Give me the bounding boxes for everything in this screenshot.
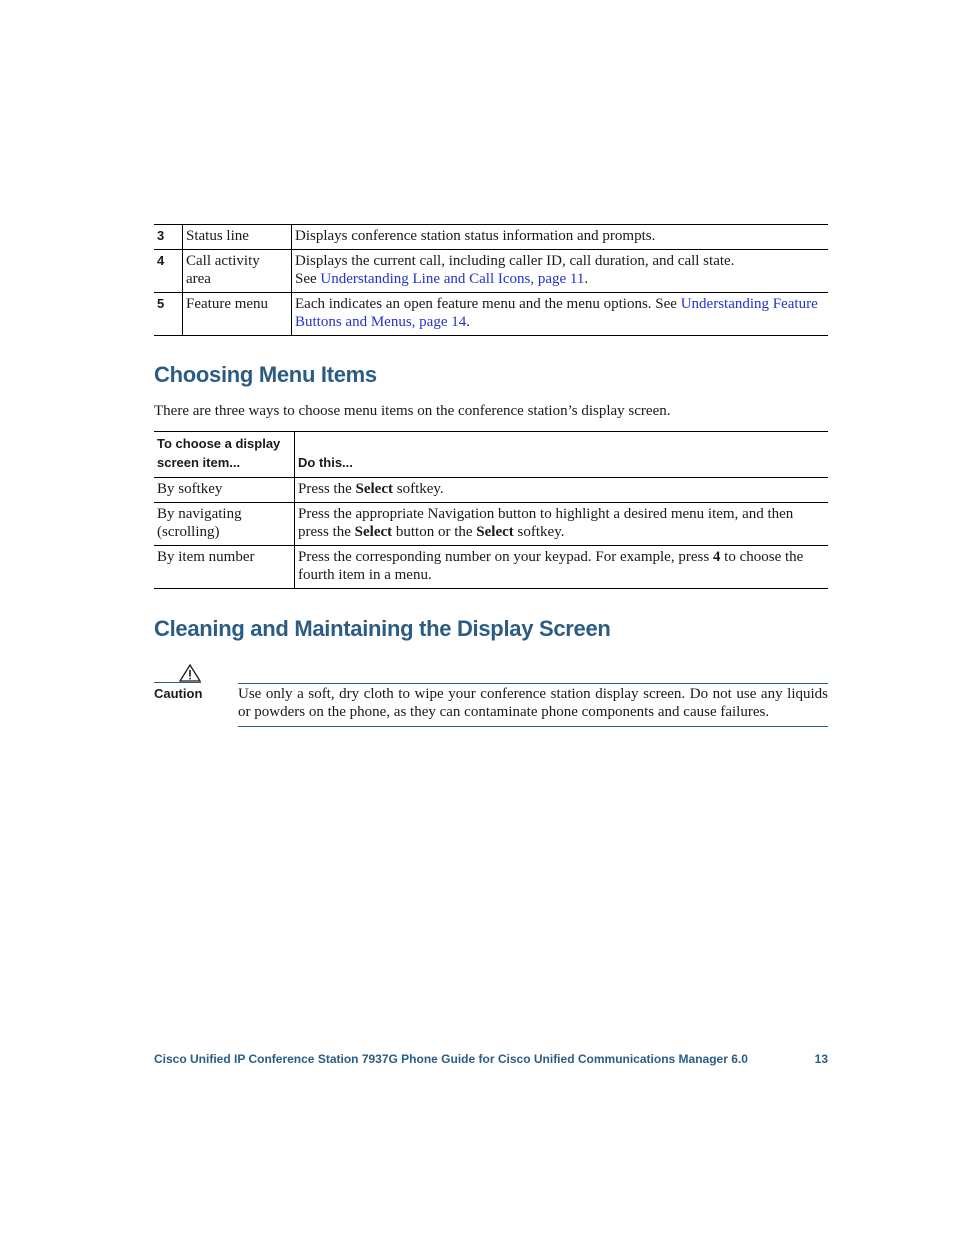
choice-instruction xyxy=(295,546,829,589)
choice-method: By navigating (scrolling) xyxy=(154,503,295,546)
description-text: Displays the current call, including caller ID, call duration, and call state. xyxy=(295,253,735,269)
column-header: To choose a display screen item... xyxy=(154,432,295,478)
page-number: 13 xyxy=(814,1052,828,1066)
key-name: Select xyxy=(354,524,393,540)
menu-choice-table xyxy=(154,431,828,589)
section-heading: Choosing Menu Items xyxy=(154,362,377,387)
key-name: Select xyxy=(476,524,514,540)
period-text: . xyxy=(584,271,589,287)
instruction-text: Press the appropriate Navigation button to highlight a desired menu item, and then press the xyxy=(298,506,794,540)
row-number: 3 xyxy=(154,225,183,250)
component-name: Call activity area xyxy=(183,250,292,293)
component-description xyxy=(292,293,829,336)
see-text: See xyxy=(295,271,321,287)
table-row xyxy=(154,250,828,293)
table-row xyxy=(154,478,828,503)
intro-paragraph: There are three ways to choose menu items on the conference station’s display screen. xyxy=(154,403,671,419)
instruction-text: to choose the fourth item in a menu. xyxy=(298,549,804,583)
table-header-row xyxy=(154,432,828,478)
row-number: 4 xyxy=(154,250,183,293)
table-row xyxy=(154,225,828,250)
key-name: 4 xyxy=(712,549,721,565)
section-heading: Cleaning and Maintaining the Display Screen xyxy=(154,616,611,641)
instruction-text: softkey. xyxy=(392,481,444,497)
caution-rule xyxy=(154,682,201,683)
component-description-table xyxy=(154,224,828,336)
table-row xyxy=(154,503,828,546)
choice-instruction xyxy=(295,478,829,503)
row-number: 5 xyxy=(154,293,183,336)
table-row xyxy=(154,293,828,336)
component-description: Displays conference station status information and prompts. xyxy=(292,225,829,250)
component-name: Feature menu xyxy=(183,293,292,336)
warning-triangle-icon xyxy=(179,664,201,682)
instruction-text: button or the xyxy=(392,524,477,540)
choice-instruction xyxy=(295,503,829,546)
period-text: . xyxy=(466,314,470,330)
table-row xyxy=(154,546,828,589)
choice-method: By item number xyxy=(154,546,295,589)
column-header: Do this... xyxy=(295,432,829,478)
instruction-text: Press the xyxy=(298,481,356,497)
caution-text: Use only a soft, dry cloth to wipe your conference station display screen. Do not use any liquids or powders on the phone, as they can contaminate phone components and cause failures. xyxy=(238,683,828,727)
key-name: Select xyxy=(355,481,393,497)
component-description xyxy=(292,250,829,293)
description-text: Each indicates an open feature menu and the menu options. See xyxy=(295,296,681,312)
cross-reference-link[interactable]: Understanding Feature Buttons and Menus, page 14 xyxy=(295,296,818,330)
instruction-text: softkey. xyxy=(513,524,565,540)
instruction-text: Press the corresponding number on your keypad. For example, press xyxy=(298,549,713,565)
cross-reference-link[interactable]: Understanding Line and Call Icons, page 11 xyxy=(320,271,585,287)
footer-title: Cisco Unified IP Conference Station 7937G Phone Guide for Cisco Unified Communications Manager 6.0 xyxy=(154,1052,748,1066)
choice-method: By softkey xyxy=(154,478,295,503)
caution-label: Caution xyxy=(154,686,203,701)
component-name: Status line xyxy=(183,225,292,250)
